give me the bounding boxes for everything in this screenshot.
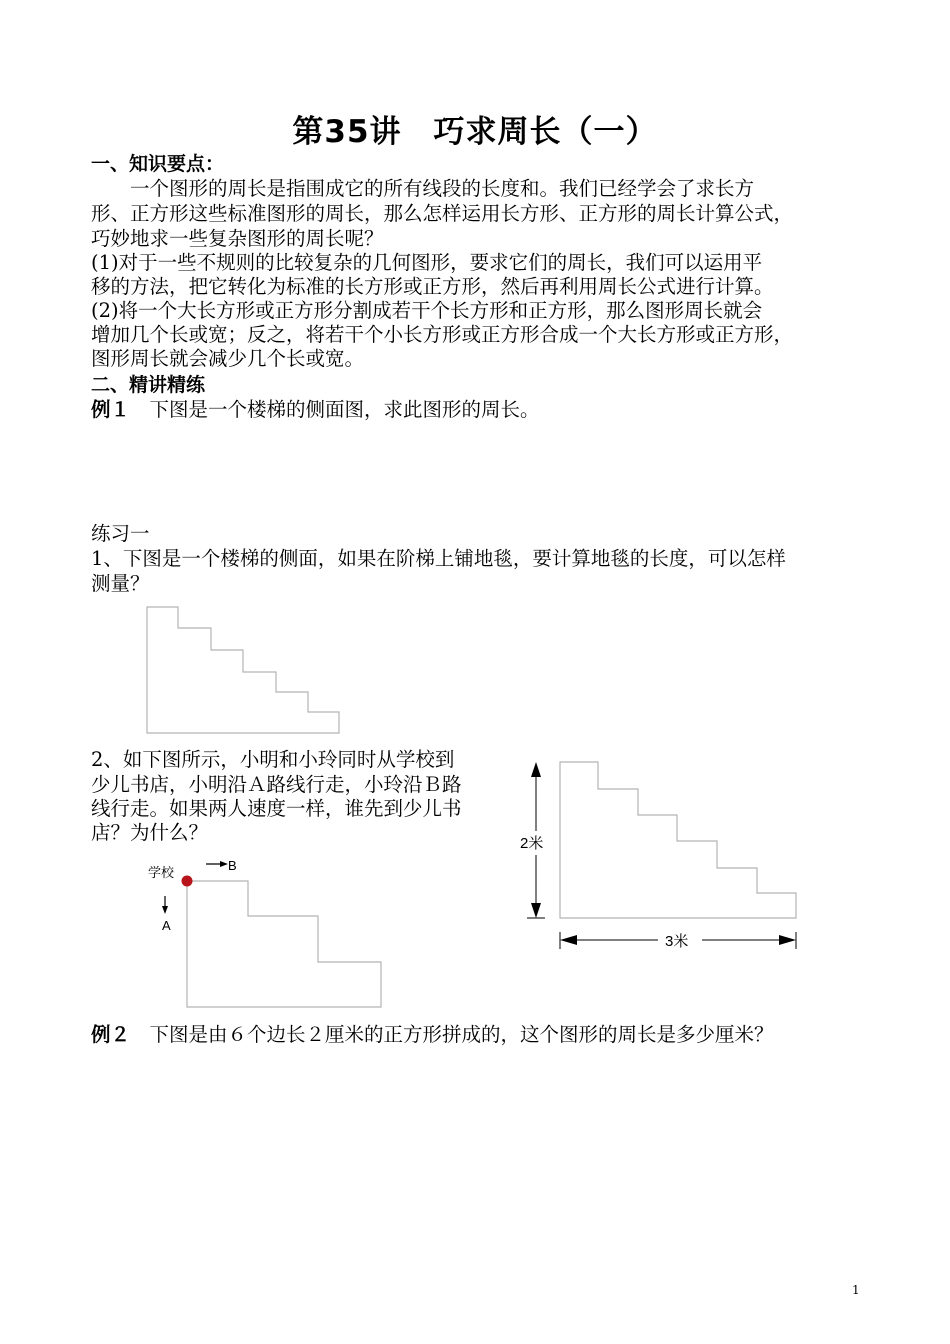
- section2-heading: 二、精讲精练: [91, 374, 206, 396]
- example1-label: 例１: [91, 398, 131, 421]
- question2-line: 少儿书店，小明沿Ａ路线行走，小玲沿Ｂ路: [91, 773, 462, 796]
- example2: [91, 1023, 774, 1047]
- section1-line: 增加几个长或宽；反之，将若干个小长方形或正方形合成一个大长方形或正方形，: [91, 323, 794, 346]
- height-arrowhead-bottom: [531, 903, 541, 918]
- page-number: 1: [852, 1283, 860, 1297]
- section1-heading: 一、知识要点：: [91, 153, 225, 175]
- school-label: 学校: [148, 865, 175, 880]
- practice1-heading: 练习一: [91, 522, 150, 545]
- width-arrowhead-right: [779, 935, 796, 945]
- height-arrowhead-top: [531, 762, 541, 777]
- route-outline: [187, 881, 381, 1007]
- section1-line: 形、正方形这些标准图形的周长，那么怎样运用长方形、正方形的周长计算公式，: [91, 202, 794, 225]
- section1-line: (1)对于一些不规则的比较复杂的几何图形，要求它们的周长，我们可以运用平: [91, 251, 763, 274]
- question1-line: 1、下图是一个楼梯的侧面，如果在阶梯上铺地毯，要计算地毯的长度，可以怎样: [91, 547, 786, 570]
- route-b-label: B: [228, 858, 237, 873]
- staircase-dimension-figure: [515, 755, 805, 960]
- question2-line: 线行走。如果两人速度一样，谁先到少儿书: [91, 797, 462, 820]
- section1-line: (2)将一个大长方形或正方形分割成若干个长方形和正方形，那么图形周长就会: [91, 299, 763, 322]
- example2-text: 下图是由６个边长２厘米的正方形拼成的，这个图形的周长是多少厘米？: [130, 1023, 774, 1046]
- school-dot: [182, 876, 193, 887]
- section1-line: 巧妙地求一些复杂图形的周长呢？: [91, 227, 384, 250]
- route-a-arrowhead: [162, 906, 168, 914]
- page-title: 第35讲 巧求周长（一）: [292, 114, 658, 150]
- route-b-arrowhead: [220, 861, 228, 867]
- section1-line: 图形周长就会减少几个长或宽。: [91, 347, 365, 370]
- route-a-label: A: [162, 918, 171, 933]
- example1: [91, 398, 540, 422]
- staircase-outline: [560, 762, 796, 918]
- section1-line: 一个图形的周长是指围成它的所有线段的长度和。我们已经学会了求长方: [91, 177, 755, 200]
- question2-line: 店？为什么？: [91, 821, 209, 844]
- question2-line: 2、如下图所示，小明和小玲同时从学校到: [91, 748, 455, 771]
- example1-text: 下图是一个楼梯的侧面图，求此图形的周长。: [130, 398, 540, 421]
- height-label: 2米: [520, 835, 544, 852]
- width-label: 3米: [665, 933, 689, 950]
- width-arrowhead-left: [560, 935, 577, 945]
- staircase-outline: [147, 607, 339, 733]
- staircase-figure-q1: [140, 600, 345, 740]
- question1-line: 测量？: [91, 572, 150, 595]
- school-route-figure: [140, 852, 390, 1014]
- example2-label: 例２: [91, 1023, 131, 1046]
- section1-line: 移的方法，把它转化为标准的长方形或正方形，然后再利用周长公式进行计算。: [91, 275, 774, 298]
